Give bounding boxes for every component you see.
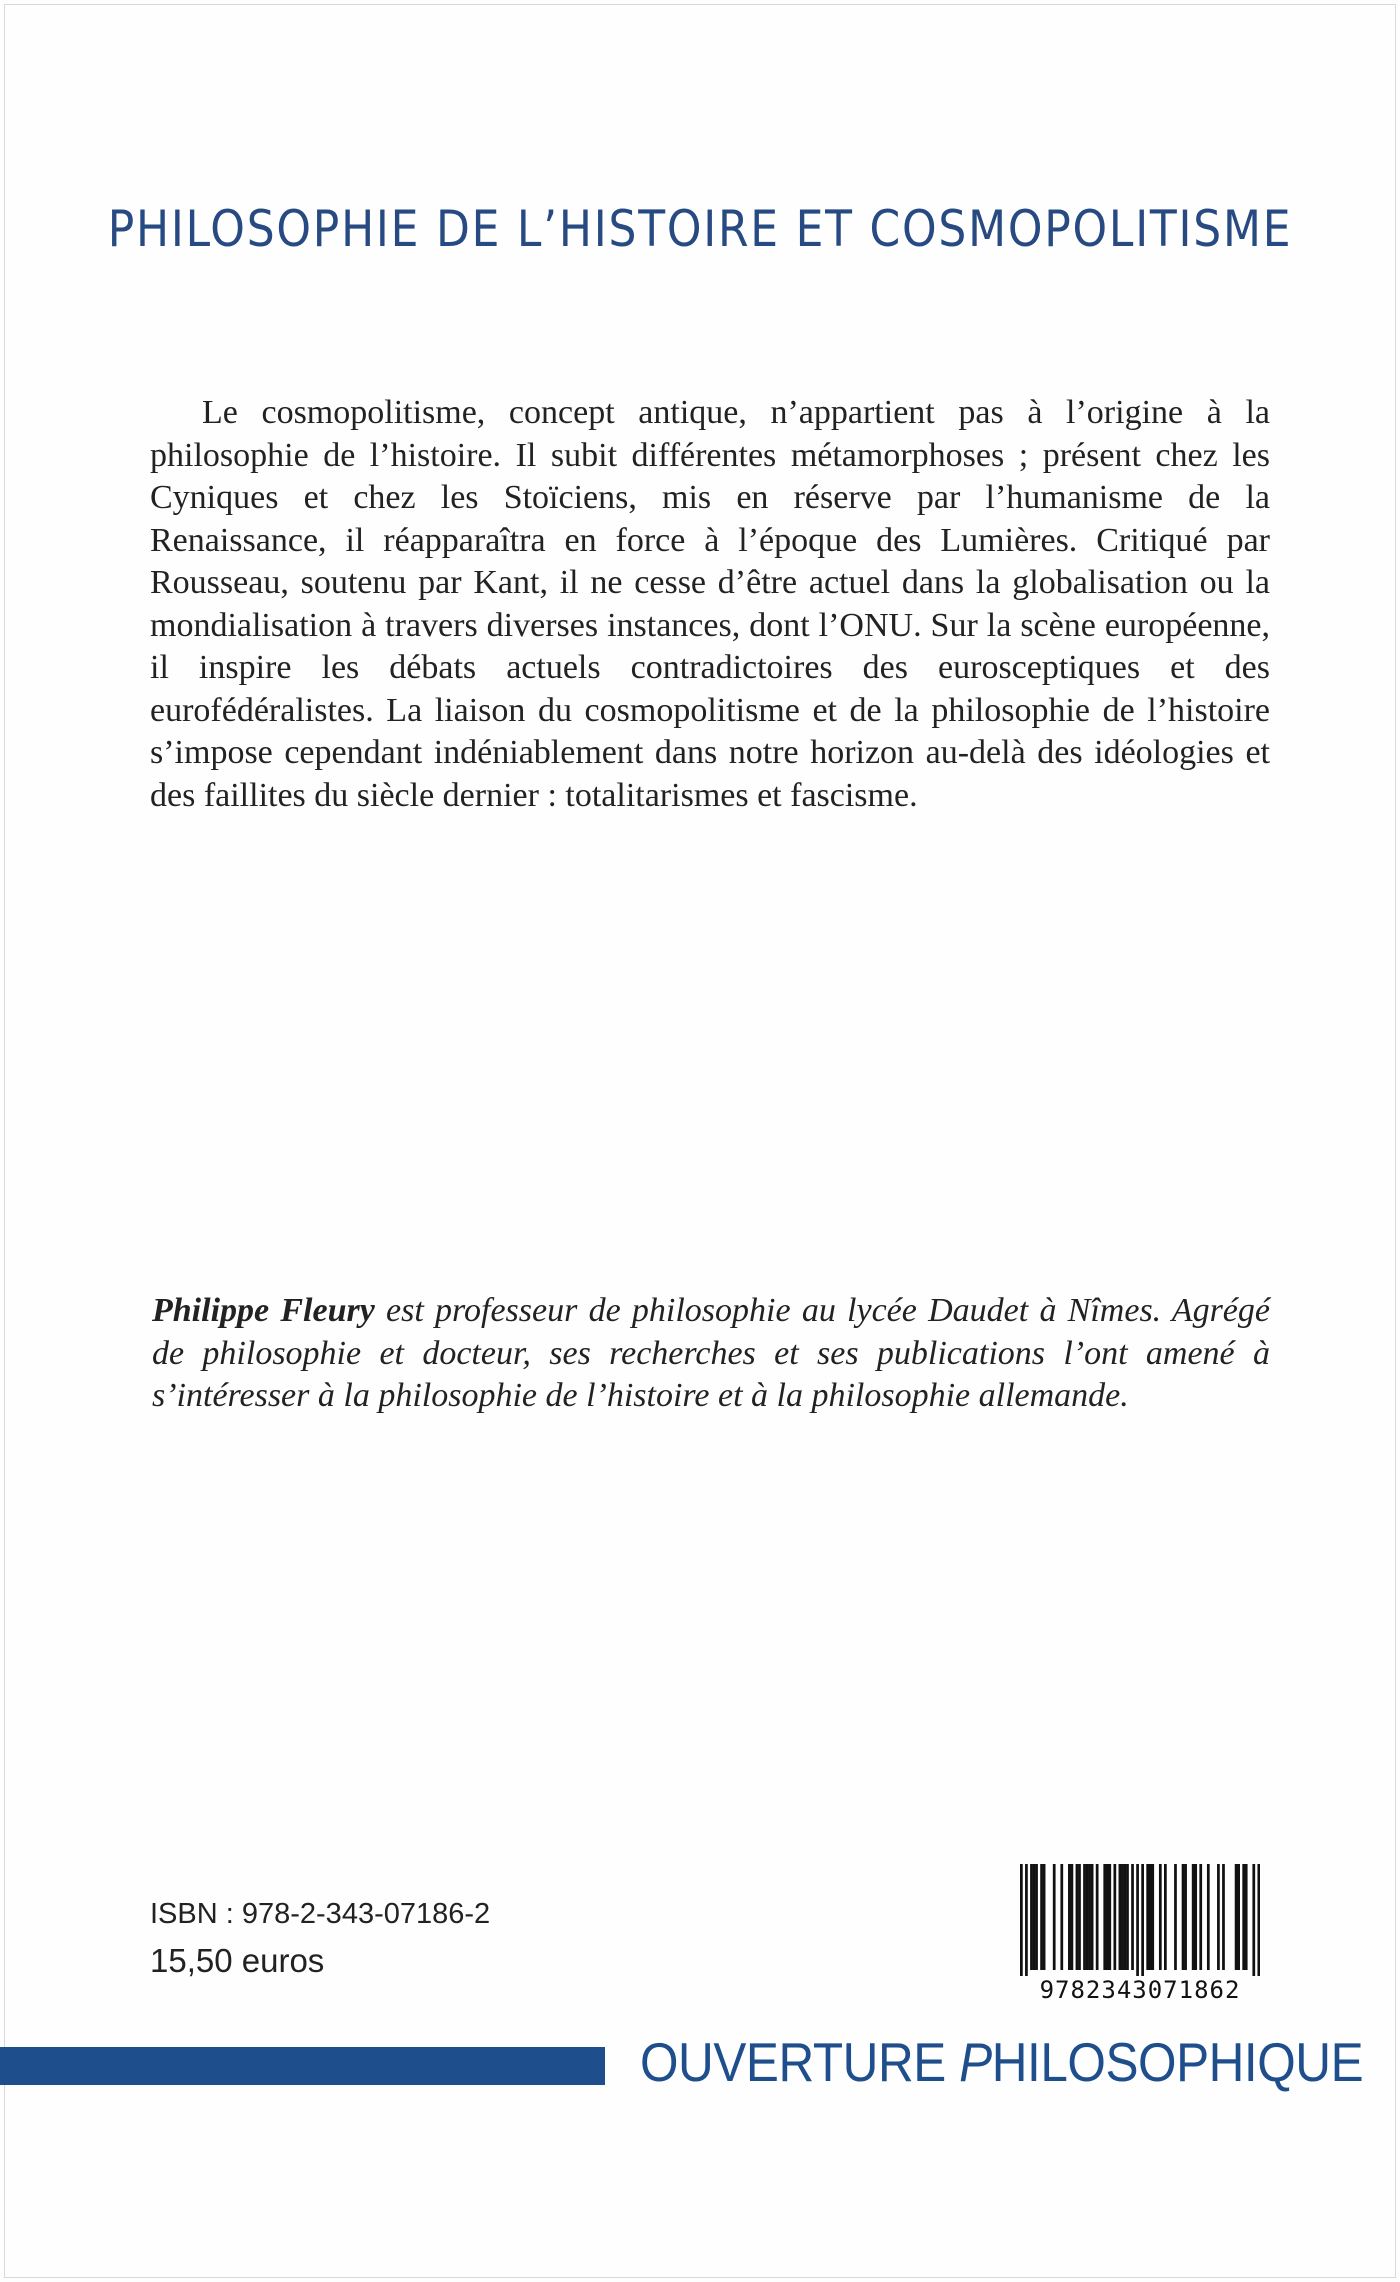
barcode-bar (1164, 1864, 1167, 1970)
barcode-bar (1096, 1864, 1099, 1970)
barcode-bar (1257, 1864, 1260, 1976)
barcode-bar (1151, 1864, 1154, 1970)
barcode-bar (1106, 1864, 1109, 1970)
barcode-bar (1235, 1864, 1238, 1970)
author-bio (152, 1290, 1270, 1418)
barcode-bar (1182, 1864, 1185, 1970)
barcode-bar (1136, 1864, 1139, 1976)
barcode-bar (1083, 1864, 1086, 1970)
barcode-bar (1121, 1864, 1124, 1970)
barcode-bar (1119, 1864, 1122, 1970)
author-name: Philippe Fleury (152, 1292, 375, 1329)
barcode (1020, 1864, 1260, 2004)
series-name (640, 2030, 1363, 2094)
barcode-bar (1222, 1864, 1225, 1970)
series-bar (0, 2047, 605, 2085)
barcode-bar (1091, 1864, 1094, 1970)
barcode-bar (1053, 1864, 1056, 1970)
barcode-bar (1035, 1864, 1038, 1970)
barcode-bar (1060, 1864, 1063, 1970)
series-name-part1: OUVERTURE (640, 2031, 960, 2093)
barcode-bar (1076, 1864, 1079, 1970)
barcode-bar (1086, 1864, 1089, 1970)
barcode-bar (1113, 1864, 1116, 1970)
book-title: PHILOSOPHIE DE L’HISTOIRE ET COSMOPOLITISME (107, 200, 1293, 258)
book-summary: Le cosmopolitisme, concept antique, n’appartient pas à l’origine à la philosophie de l’histoire. Il subit différentes métamorphoses ; présent chez les Cyniques et chez les Stoïciens, mis en réserve par l’humanisme de la Renaissance, il réapparaîtra en force à l’époque des Lumières. Critiqué par Rousseau, soutenu par Kant, il ne cesse d’être actuel dans la globalisation ou la mondialisation à travers diverses instances, dont l’ONU. Sur la scène européenne, il inspire les débats actuels contradictoires des eurosceptiques et des eurofédéralistes. La liaison du cosmopolitisme et de la philosophie de l’histoire s’impose cependant indéniablement dans notre horizon au-delà des idéologies et des faillites du siècle dernier : totalitarismes et fascisme. (150, 394, 1270, 814)
barcode-bar (1043, 1864, 1046, 1970)
barcode-bar (1071, 1864, 1074, 1970)
barcode-bar (1020, 1864, 1023, 1976)
barcode-bar (1088, 1864, 1091, 1970)
barcode-bar (1108, 1864, 1111, 1970)
barcode-bar (1199, 1864, 1202, 1970)
barcode-bar (1192, 1864, 1195, 1970)
barcode-bar (1174, 1864, 1177, 1970)
barcode-bar (1217, 1864, 1220, 1970)
barcode-bar (1184, 1864, 1187, 1970)
series-name-part3: HILOSOPHIQUE (991, 2031, 1364, 2093)
isbn: ISBN : 978-2-343-07186-2 (150, 1898, 491, 1930)
barcode-bar (1149, 1864, 1152, 1970)
barcode-bar (1242, 1864, 1245, 1970)
barcode-bar (1252, 1864, 1255, 1976)
barcode-bar (1207, 1864, 1210, 1970)
barcode-bar (1245, 1864, 1248, 1970)
barcode-bar (1103, 1864, 1106, 1970)
barcode-bar (1126, 1864, 1129, 1970)
barcode-bar (1131, 1864, 1134, 1970)
barcode-bar (1033, 1864, 1036, 1970)
barcode-bar (1040, 1864, 1043, 1970)
price: 15,50 euros (150, 1942, 325, 1979)
barcode-bar (1146, 1864, 1149, 1970)
barcode-bars (1020, 1864, 1260, 1976)
barcode-bar (1030, 1864, 1033, 1970)
barcode-bar (1025, 1864, 1028, 1976)
author-bio-text: est professeur de philosophie au lycée Daudet à Nîmes. Agrégé de philosophie et docteur, ses recherches et ses publications l’ont amené à s’intéresser à la philosophie de l’histoire et à la philosophie allemande. (152, 1292, 1270, 1414)
barcode-bar (1194, 1864, 1197, 1970)
barcode-digits: 9782343071862 (1039, 1976, 1241, 2004)
barcode-bar (1141, 1864, 1144, 1976)
barcode-bar (1078, 1864, 1081, 1970)
barcode-bar (1159, 1864, 1162, 1970)
barcode-bar (1068, 1864, 1071, 1970)
barcode-bar (1124, 1864, 1127, 1970)
series-name-italic-p: P (959, 2031, 992, 2093)
barcode-bar (1237, 1864, 1240, 1970)
